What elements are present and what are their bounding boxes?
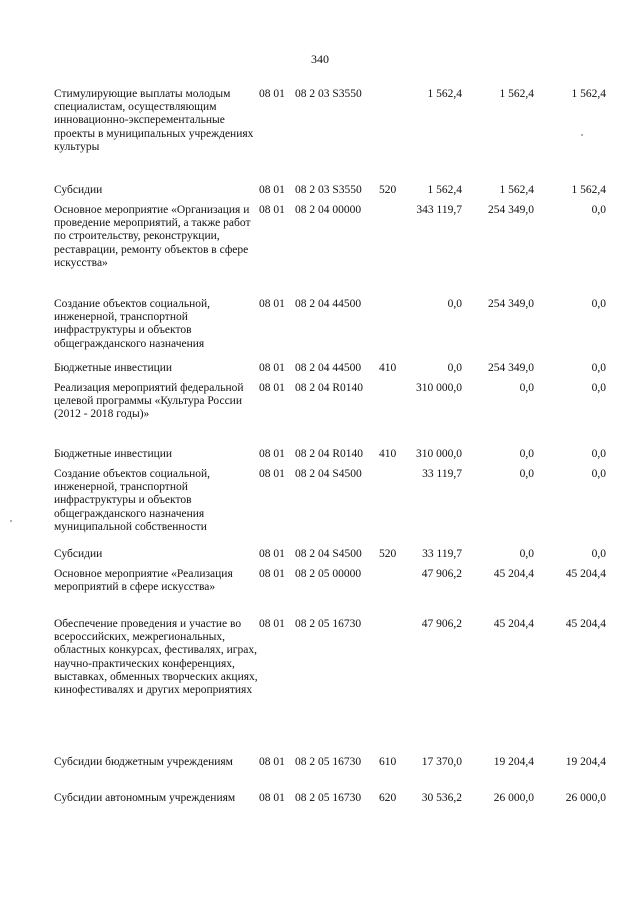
row-code: 08 2 04 44500 — [295, 298, 362, 310]
row-section: 08 01 — [259, 792, 285, 804]
row-section: 08 01 — [259, 548, 285, 560]
row-section: 08 01 — [259, 362, 285, 374]
row-section: 08 01 — [259, 618, 285, 630]
row-value-2017: 310 000,0 — [416, 448, 462, 460]
row-value-2018: 254 349,0 — [488, 298, 534, 310]
row-section: 08 01 — [259, 448, 285, 460]
row-value-2018: 19 204,4 — [493, 756, 534, 768]
row-name: Субсидии — [54, 548, 103, 560]
row-name: Обеспечение проведения и участие во всероссийских, межрегиональных, областных конкурсах, фестивалях, играх, научно-практических конференциях, выставках, обменных творческих акциях, кинофестивалях и других мероприятиях — [54, 618, 258, 697]
row-value-2018: 0,0 — [519, 448, 534, 460]
row-section: 08 01 — [259, 298, 285, 310]
row-code: 08 2 05 16730 — [295, 756, 362, 768]
row-vr: 620 — [379, 792, 397, 804]
table-row — [0, 204, 640, 288]
row-value-2018: 0,0 — [519, 548, 534, 560]
table-row — [0, 382, 640, 438]
row-name: Бюджетные инвестиции — [54, 448, 173, 460]
row-section: 08 01 — [259, 204, 285, 216]
row-code: 08 2 04 R0140 — [295, 382, 364, 394]
row-value-2019: 45 204,4 — [565, 618, 606, 630]
row-value-2019: 0,0 — [591, 468, 606, 480]
row-value-2017: 1 562,4 — [427, 184, 462, 196]
row-code: 08 2 03 S3550 — [295, 88, 362, 100]
table-row — [0, 548, 640, 562]
row-value-2019: 0,0 — [591, 204, 606, 216]
row-value-2019: 0,0 — [591, 448, 606, 460]
row-code: 08 2 05 16730 — [295, 618, 362, 630]
row-code: 08 2 04 44500 — [295, 362, 362, 374]
row-name: Создание объектов социальной, инженерной, транспортной инфраструктуры и объектов общегражданского назначения — [54, 298, 211, 350]
row-code: 08 2 05 16730 — [295, 792, 362, 804]
row-code: 08 2 03 S3550 — [295, 184, 362, 196]
row-vr: 520 — [379, 548, 397, 560]
row-value-2019: 0,0 — [591, 548, 606, 560]
page-number: 340 — [311, 52, 329, 66]
row-section: 08 01 — [259, 184, 285, 196]
row-value-2018: 1 562,4 — [499, 184, 534, 196]
row-name: Субсидии автономным учреждениям — [54, 792, 236, 804]
row-value-2018: 254 349,0 — [488, 204, 534, 216]
row-name: Основное мероприятие «Реализация мероприятий в сфере искусства» — [54, 568, 233, 594]
row-value-2017: 33 119,7 — [422, 468, 462, 480]
row-value-2019: 0,0 — [591, 362, 606, 374]
row-name: Субсидии — [54, 184, 103, 196]
row-name: Субсидии бюджетным учреждениям — [54, 756, 233, 768]
row-code: 08 2 04 00000 — [295, 204, 362, 216]
row-section: 08 01 — [259, 468, 285, 480]
row-value-2019: 1 562,4 — [571, 184, 606, 196]
table-row — [0, 298, 640, 354]
table-row — [0, 618, 640, 760]
row-value-2017: 1 562,4 — [427, 88, 462, 100]
table-row — [0, 448, 640, 462]
row-value-2018: 45 204,4 — [493, 568, 534, 580]
row-code: 08 2 04 S4500 — [295, 548, 362, 560]
row-section: 08 01 — [259, 568, 285, 580]
row-value-2018: 1 562,4 — [499, 88, 534, 100]
row-code: 08 2 04 S4500 — [295, 468, 362, 480]
scan-speck — [581, 134, 583, 136]
row-code: 08 2 04 R0140 — [295, 448, 364, 460]
row-section: 08 01 — [259, 756, 285, 768]
table-row — [0, 184, 640, 198]
row-value-2019: 26 000,0 — [565, 792, 606, 804]
row-code: 08 2 05 00000 — [295, 568, 362, 580]
row-vr: 610 — [379, 756, 397, 768]
row-vr: 410 — [379, 448, 397, 460]
row-value-2017: 30 536,2 — [421, 792, 462, 804]
row-value-2019: 0,0 — [591, 298, 606, 310]
row-vr: 410 — [379, 362, 397, 374]
row-name: Создание объектов социальной, инженерной, транспортной инфраструктуры и объектов общегражданского назначения муниципальной собственности — [54, 468, 211, 533]
table-row — [0, 88, 640, 176]
row-value-2017: 47 906,2 — [421, 618, 462, 630]
row-value-2018: 45 204,4 — [493, 618, 534, 630]
row-name: Бюджетные инвестиции — [54, 362, 173, 374]
table-row — [0, 362, 640, 376]
row-name: Реализация мероприятий федеральной целевой программы «Культура России (2012 - 2018 годы)» — [54, 382, 244, 421]
row-value-2017: 47 906,2 — [421, 568, 462, 580]
table-row — [0, 792, 640, 820]
row-value-2019: 0,0 — [591, 382, 606, 394]
row-section: 08 01 — [259, 88, 285, 100]
scan-speck — [10, 520, 12, 522]
table-row — [0, 468, 640, 540]
row-name: Стимулирующие выплаты молодым специалистам, осуществляющим инновационно-эксперементальные проекты в муниципальных учреждениях культуры — [54, 88, 254, 153]
table-row — [0, 568, 640, 610]
row-value-2019: 45 204,4 — [565, 568, 606, 580]
row-value-2017: 33 119,7 — [422, 548, 462, 560]
row-value-2018: 254 349,0 — [488, 362, 534, 374]
row-name: Основное мероприятие «Организация и проведение мероприятий, а также работ по строительству, реконструкции, реставрации, ремонту объектов в сфере искусства» — [54, 204, 251, 269]
row-value-2018: 0,0 — [519, 382, 534, 394]
row-value-2017: 310 000,0 — [416, 382, 462, 394]
row-section: 08 01 — [259, 382, 285, 394]
row-value-2017: 0,0 — [447, 362, 462, 374]
row-value-2019: 1 562,4 — [571, 88, 606, 100]
table-row — [0, 756, 640, 784]
row-value-2017: 343 119,7 — [416, 204, 462, 216]
row-value-2017: 0,0 — [447, 298, 462, 310]
row-vr: 520 — [379, 184, 397, 196]
row-value-2018: 0,0 — [519, 468, 534, 480]
row-value-2019: 19 204,4 — [565, 756, 606, 768]
row-value-2018: 26 000,0 — [493, 792, 534, 804]
row-value-2017: 17 370,0 — [421, 756, 462, 768]
